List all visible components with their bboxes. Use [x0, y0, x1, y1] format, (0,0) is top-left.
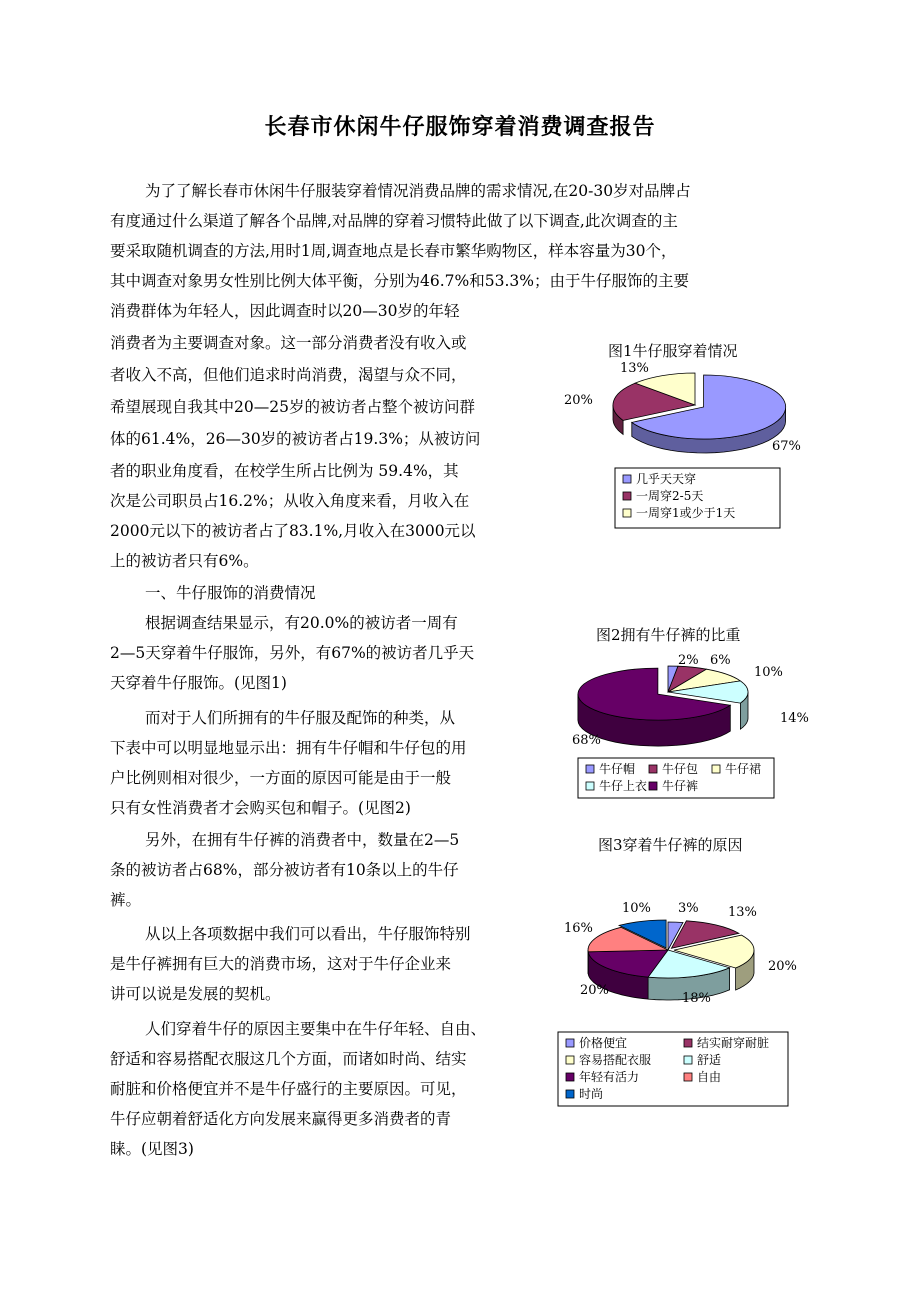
chart3-title: 图3穿着牛仔裤的原因: [598, 836, 743, 854]
pie-group: [578, 666, 748, 746]
data-label: 20%: [768, 959, 797, 974]
legend-swatch: [684, 1056, 692, 1064]
paragraph-line: 而对于人们所拥有的牛仔服及配饰的种类，从: [145, 709, 456, 727]
legend-swatch: [649, 782, 657, 790]
legend-label: 牛仔裤: [662, 779, 699, 793]
legend-label: 一周穿1或少于1天: [636, 506, 736, 520]
data-label: 18%: [682, 991, 711, 1006]
paragraph-line: 2—5天穿着牛仔服饰，另外，有67%的被访者几乎天: [110, 644, 475, 662]
data-label: 13%: [728, 905, 757, 920]
paragraph-line: 耐脏和价格便宜并不是牛仔盛行的主要原因。可见，: [110, 1080, 467, 1098]
paragraph-line: 舒适和容易搭配衣服这几个方面，而诸如时尚、结实: [110, 1050, 467, 1068]
legend-swatch: [712, 765, 720, 773]
legend-swatch: [566, 1073, 574, 1081]
legend-swatch: [623, 509, 631, 517]
data-label: 13%: [620, 361, 649, 376]
paragraph-line: 上的被访者只有6%。: [110, 552, 259, 570]
paragraph-line: 人们穿着牛仔的原因主要集中在牛仔年轻、自由、: [145, 1020, 487, 1038]
paragraph-line: 条的被访者占68%，部分被访者有10条以上的牛仔: [110, 861, 459, 879]
chart1-svg: [560, 360, 810, 535]
legend-label: 结实耐穿耐脏: [697, 1036, 770, 1050]
data-label: 2%: [678, 653, 699, 668]
document-title: 长春市休闲牛仔服饰穿着消费调查报告: [264, 115, 656, 140]
paragraph-line: 消费者为主要调查对象。这一部分消费者没有收入或: [110, 334, 467, 352]
data-label: 14%: [780, 711, 809, 726]
data-label: 16%: [564, 921, 593, 936]
paragraph-line: 下表中可以明显地显示出：拥有牛仔帽和牛仔包的用: [110, 739, 467, 757]
data-label: 10%: [622, 901, 651, 916]
legend-label: 舒适: [697, 1053, 722, 1067]
chart1-title: 图1牛仔服穿着情况: [608, 342, 738, 360]
paragraph-line: 睐。(见图3): [110, 1140, 194, 1158]
paragraph-line: 天穿着牛仔服饰。(见图1): [110, 674, 287, 692]
paragraph-line: 根据调查结果显示，有20.0%的被访者一周有: [145, 614, 458, 632]
legend-label: 几乎天天穿: [636, 472, 697, 486]
legend-label: 容易搭配衣服: [579, 1053, 652, 1067]
legend-label: 自由: [697, 1070, 722, 1084]
legend-swatch: [566, 1039, 574, 1047]
data-label: 3%: [678, 901, 699, 916]
legend-swatch: [684, 1039, 692, 1047]
paragraph-line: 讲可以说是发展的契机。: [110, 985, 281, 1003]
legend-label: 牛仔帽: [599, 762, 636, 776]
data-label: 68%: [572, 733, 601, 748]
paragraph-line: 从以上各项数据中我们可以看出，牛仔服饰特别: [145, 925, 471, 943]
legend-swatch: [623, 475, 631, 483]
legend-swatch: [649, 765, 657, 773]
legend-label: 牛仔裙: [725, 762, 762, 776]
paragraph-line: 有度通过什么渠道了解各个品牌,对品牌的穿着习惯特此做了以下调查,此次调查的主: [110, 212, 678, 230]
paragraph-line: 消费群体为年轻人，因此调查时以20—30岁的年轻: [110, 302, 460, 320]
legend-swatch: [586, 765, 594, 773]
legend-swatch: [566, 1056, 574, 1064]
legend-label: 牛仔包: [662, 762, 699, 776]
paragraph-line: 希望展现自我其中20—25岁的被访者占整个被访问群: [110, 398, 475, 416]
paragraph-line: 户比例则相对很少，一方面的原因可能是由于一般: [110, 769, 452, 787]
legend-swatch: [586, 782, 594, 790]
paragraph-line: 其中调查对象男女性别比例大体平衡，分别为46.7%和53.3%；由于牛仔服饰的主要: [110, 272, 689, 290]
legend-swatch: [623, 492, 631, 500]
paragraph-line: 者收入不高，但他们追求时尚消费，渴望与众不同，: [110, 366, 467, 384]
paragraph-line: 体的61.4%，26—30岁的被访者占19.3%；从被访问: [110, 430, 481, 448]
paragraph-line: 牛仔应朝着舒适化方向发展来赢得更多消费者的青: [110, 1110, 452, 1128]
paragraph-line: 裤。: [110, 891, 142, 909]
paragraph-line: 次是公司职员占16.2%；从收入角度来看，月收入在: [110, 492, 470, 510]
legend-swatch: [566, 1090, 574, 1098]
paragraph-line: 只有女性消费者才会购买包和帽子。(见图2): [110, 799, 411, 817]
data-label: 67%: [772, 439, 801, 454]
pie-group: [588, 920, 754, 1000]
paragraph-line: 2000元以下的被访者占了83.1%,月收入在3000元以: [110, 522, 476, 540]
paragraph-line: 另外，在拥有牛仔裤的消费者中，数量在2—5: [145, 831, 460, 849]
data-label: 10%: [754, 665, 783, 680]
chart2-svg: [560, 650, 810, 802]
data-label: 20%: [580, 983, 609, 998]
legend-label: 时尚: [579, 1087, 604, 1101]
section-heading: 一、牛仔服饰的消费情况: [145, 584, 316, 602]
chart3-svg: [550, 892, 800, 1112]
pie-group: [613, 373, 786, 453]
chart2-title: 图2拥有牛仔裤的比重: [596, 626, 741, 644]
paragraph-line: 要采取随机调查的方法,用时1周,调查地点是长春市繁华购物区，样本容量为30个，: [110, 242, 677, 260]
data-label: 6%: [710, 653, 731, 668]
paragraph-line: 是牛仔裤拥有巨大的消费市场，这对于牛仔企业来: [110, 955, 452, 973]
paragraph-line: 者的职业角度看，在校学生所占比例为 59.4%，其: [110, 462, 459, 480]
legend-label: 牛仔上衣: [599, 779, 648, 793]
legend-label: 一周穿2-5天: [636, 489, 704, 503]
paragraph-line: 为了了解长春市休闲牛仔服装穿着情况消费品牌的需求情况,在20-30岁对品牌占: [145, 182, 691, 200]
legend-label: 年轻有活力: [579, 1070, 640, 1084]
legend-swatch: [684, 1073, 692, 1081]
data-label: 20%: [564, 393, 593, 408]
legend-label: 价格便宜: [579, 1036, 628, 1050]
